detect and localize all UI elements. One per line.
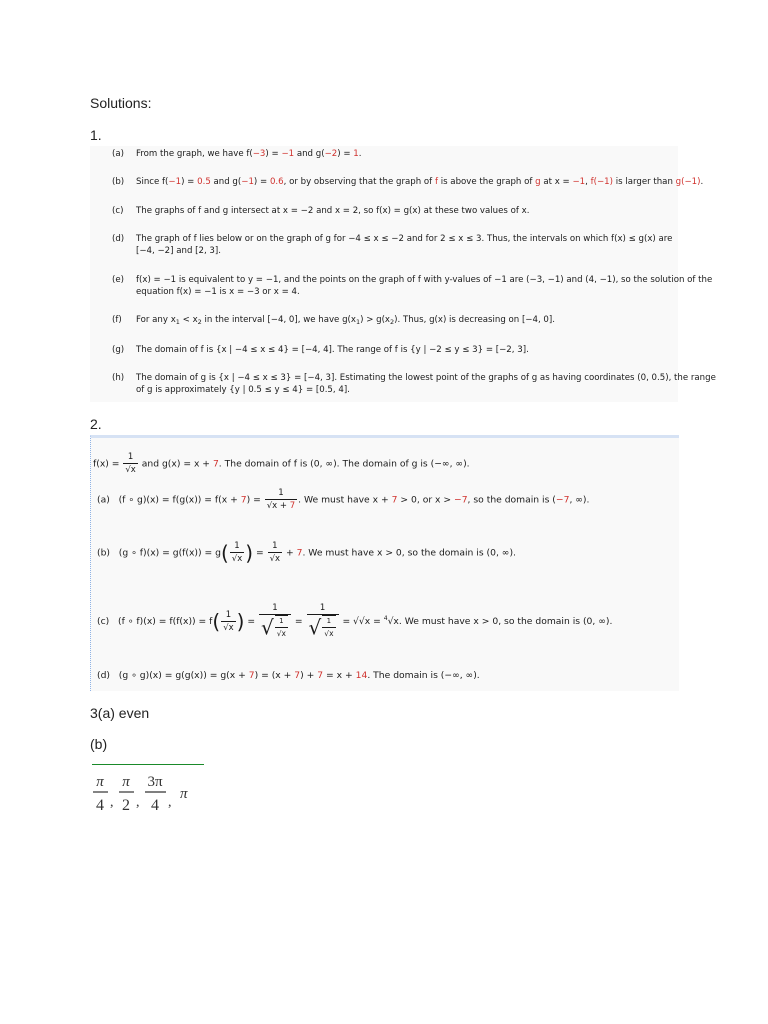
text-segment: . (700, 177, 704, 187)
numerator: 1 (272, 603, 278, 613)
equals: = (292, 616, 306, 627)
text-segment: f(−1) (590, 177, 613, 187)
text-segment: 2 (390, 318, 395, 326)
red-seven: 7 (317, 670, 324, 681)
denominator (307, 614, 339, 640)
text-segment: ) = (253, 177, 270, 187)
text-segment: f (434, 177, 438, 187)
solution-line (112, 344, 529, 356)
part-a-text3: , so the domain is ( (467, 494, 556, 506)
text-segment: at x = (540, 177, 573, 187)
comma: , (168, 795, 172, 810)
part-a-mid: ) = (246, 494, 264, 506)
part-b-label: (b) (97, 547, 111, 559)
part-c-label: (c) (97, 616, 110, 627)
part-d-label: (d) (97, 670, 111, 681)
text-segment: −1 (572, 177, 586, 187)
q2-intro-tail: . The domain of f is (0, ∞). The domain of g is (−∞, ∞). (218, 458, 470, 470)
text-segment: The domain of f is {x | −4 ≤ x ≤ 4} = [−4, 4]. The range of f is {y | −2 ≤ y ≤ 3} = [−2, 3]. (136, 345, 529, 355)
solutions-title: Solutions: (90, 95, 152, 111)
red-seven: 7 (391, 494, 398, 506)
text-segment: ) = (181, 177, 198, 187)
q2-part-a (97, 488, 589, 512)
part-d-mid3: = x + (323, 670, 356, 681)
pi-numerator: π (96, 774, 104, 790)
text-segment: f(x) = −1 is equivalent to y = −1, and the points on the graph of f with y-values of −1 are (−3, −1) and (4, −1), so the solution of the (136, 275, 713, 285)
paren: ) (245, 541, 254, 565)
text-segment: ) = (265, 149, 282, 159)
four-denominator: 4 (96, 797, 104, 814)
text-segment: −3 (252, 149, 266, 159)
paren: ( (220, 541, 229, 565)
red-neg-seven: −7 (454, 494, 468, 506)
red-fourteen: 14 (355, 670, 368, 681)
part-c-lhs: (f ∘ f)(x) = f(f(x)) = f (118, 616, 213, 627)
q2-intro-rest: and g(x) = x + (138, 458, 213, 470)
fraction (265, 488, 297, 512)
numerator: 1 (234, 541, 240, 551)
text-segment: 2 (197, 318, 202, 326)
part-d-tail: . The domain is (−∞, ∞). (367, 670, 480, 681)
red-seven: 7 (296, 547, 303, 559)
continuation-text: [−4, −2] and [2, 3]. (136, 246, 221, 256)
inner-fraction (275, 615, 288, 640)
denominator (259, 614, 291, 640)
red-seven: 7 (212, 458, 219, 470)
fraction (268, 541, 282, 565)
part-b-text: . We must have x > 0, so the domain is (0, ∞). (302, 547, 516, 559)
text-segment: From the graph, we have f( (136, 149, 253, 159)
text-segment: 1 (353, 149, 359, 159)
red-seven: 7 (240, 494, 247, 506)
den-pre: √x + (266, 501, 290, 511)
denominator: √x (269, 554, 281, 564)
fraction (123, 452, 137, 476)
red-seven: 7 (294, 670, 301, 681)
red-seven: 7 (289, 501, 296, 511)
solution-line (112, 233, 672, 257)
part-a-label: (a) (97, 494, 110, 506)
question-2-solution-panel (90, 435, 679, 691)
part-label: (a) (112, 149, 124, 159)
numerator: 1 (272, 541, 278, 551)
text-segment: < x (179, 315, 198, 325)
part-c-r1: = √√x = (342, 616, 384, 627)
numerator: 1 (225, 609, 232, 620)
q2-part-c (97, 603, 612, 640)
part-b-lhs: (g ∘ f)(x) = g(f(x)) = g (118, 547, 221, 559)
comma: , (136, 795, 140, 810)
comma: , (110, 795, 114, 810)
solution-line (112, 372, 716, 396)
text-segment: 1 (355, 318, 361, 326)
text-segment: ) > g(x (360, 315, 391, 325)
part-label: (d) (112, 234, 125, 244)
text-segment: and g( (210, 177, 242, 187)
text-segment: ). Thus, g(x) is decreasing on [−4, 0]. (394, 315, 555, 325)
text-segment: and g( (294, 149, 325, 159)
red-seven: 7 (248, 670, 255, 681)
denominator: √x (231, 554, 243, 564)
part-c-text: . We must have x > 0, so the domain is (0, ∞). (398, 616, 613, 627)
numerator: 1 (326, 617, 332, 625)
radical-sign: √ (261, 615, 274, 640)
text-segment: g(−1) (675, 177, 701, 187)
solution-line (112, 314, 555, 328)
denominator (265, 499, 297, 512)
root-index: 4 (383, 614, 388, 622)
solution-line (112, 148, 361, 160)
text-segment: in the interval [−4, 0], we have g(x (201, 315, 356, 325)
question-3b-label: (b) (90, 736, 108, 752)
text-segment: 1 (175, 318, 180, 326)
text-segment: , or by observing that the graph of (283, 177, 435, 187)
text-segment: The graph of f lies below or on the graph of g for −4 ≤ x ≤ −2 and for 2 ≤ x ≤ 3. Thus, the intervals on which f(x) ≤ g(x) are (136, 234, 673, 244)
inner-fraction (322, 615, 335, 640)
denominator: √x (223, 622, 234, 633)
numerator: 1 (127, 452, 134, 462)
text-segment: −2 (324, 149, 338, 159)
denominator: √x (276, 629, 286, 638)
text-segment: ) = (337, 149, 354, 159)
equals: = (253, 547, 267, 559)
text-segment: −1 (281, 149, 295, 159)
text-segment: 0.5 (197, 177, 211, 187)
part-d-mid: ) = (x + (254, 670, 295, 681)
solution-line (112, 205, 529, 217)
q2-part-d (97, 670, 480, 682)
nested-fraction-2 (307, 603, 339, 640)
question-1-number: 1. (90, 127, 102, 143)
red-neg-seven: −7 (555, 494, 570, 506)
paren: ( (212, 609, 221, 634)
two-denominator: 2 (122, 797, 130, 814)
three-pi-numerator: 3π (147, 774, 163, 790)
continuation-text: equation f(x) = −1 is x = −3 or x = 4. (136, 287, 300, 297)
text-segment: . (358, 149, 362, 159)
part-a-text: . We must have x + (298, 494, 392, 506)
denominator: √x (125, 465, 136, 475)
text-segment: is above the graph of (437, 177, 536, 187)
fraction (230, 541, 244, 565)
q2-part-b (97, 541, 516, 565)
text-segment: is larger than (613, 177, 676, 187)
text-segment: −1 (241, 177, 254, 187)
question-1-solution-panel (90, 146, 716, 402)
four-denominator: 4 (151, 797, 159, 814)
part-d-lhs: (g ∘ g)(x) = g(g(x)) = g(x + (118, 670, 249, 681)
pi-value: π (180, 786, 188, 802)
root: √x (387, 616, 399, 627)
part-a-text4: , ∞). (569, 494, 590, 506)
part-label: (b) (112, 177, 125, 187)
denominator: √x (324, 629, 334, 638)
q2-intro (93, 452, 470, 476)
part-d-mid2: ) + (300, 670, 318, 681)
continuation-text: of g is approximately {y | 0.5 ≤ y ≤ 4} = [0.5, 4]. (136, 385, 350, 395)
solution-line (112, 274, 712, 298)
part-label: (e) (112, 275, 124, 285)
text-segment: , (585, 177, 591, 187)
radical-sign: √ (308, 615, 322, 640)
paren: ) (236, 609, 245, 634)
text-segment: −1 (168, 177, 182, 187)
question-3a-answer: 3(a) even (90, 705, 150, 721)
question-2-number: 2. (90, 416, 102, 432)
part-label: (f) (112, 315, 122, 325)
numerator: 1 (319, 603, 326, 613)
text-segment: The domain of g is {x | −4 ≤ x ≤ 3} = [−4, 3]. Estimating the lowest point of the graphs of g as having coordinates (0, 0.5), the range (136, 373, 716, 383)
fraction (221, 610, 235, 634)
part-label: (h) (112, 373, 125, 383)
part-label: (c) (112, 206, 124, 216)
text-segment: 0.6 (269, 177, 284, 187)
q2-intro-f: f(x) = (93, 458, 123, 470)
text-segment: Since f( (136, 177, 169, 187)
part-a-lhs: (f ∘ g)(x) = f(g(x)) = f(x + (118, 494, 241, 506)
text-segment: The graphs of f and g intersect at x = −2 and x = 2, so f(x) = g(x) at these two values of x. (136, 206, 530, 216)
solution-line (112, 176, 703, 188)
q3b-answer-image (91, 762, 209, 824)
text-segment: g (535, 177, 541, 187)
numerator: 1 (279, 617, 284, 625)
nested-fraction-1 (259, 603, 291, 640)
part-label: (g) (112, 345, 125, 355)
plus: + (283, 547, 297, 559)
text-segment: For any x (136, 315, 176, 325)
equals: = (244, 616, 259, 627)
pi-numerator: π (122, 774, 130, 790)
numerator: 1 (278, 488, 284, 498)
part-a-text2: > 0, or x > (397, 494, 454, 506)
